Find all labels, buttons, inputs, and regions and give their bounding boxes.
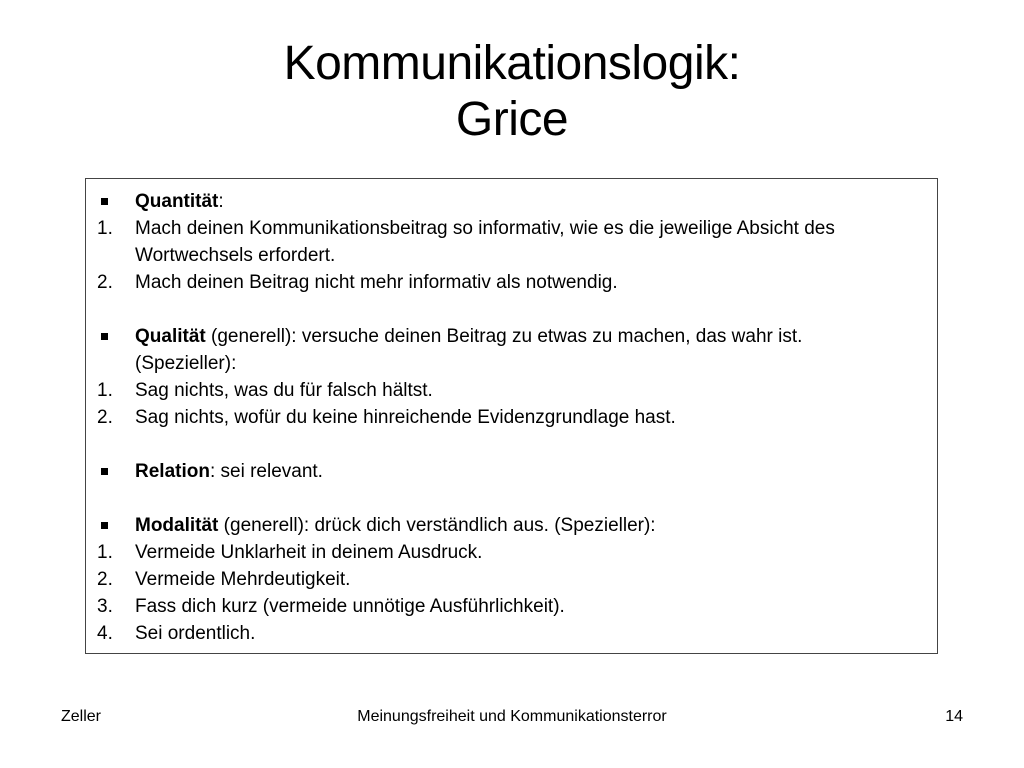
square-bullet-icon	[86, 458, 135, 485]
item-number: 2.	[97, 407, 113, 428]
section-modalitaet	[86, 512, 937, 539]
square-bullet-icon	[86, 188, 135, 215]
footer-course-title: Meinungsfreiheit und Kommunikationsterror	[357, 708, 667, 725]
item-number: 1.	[97, 218, 113, 239]
item-text: Sei ordentlich.	[135, 623, 256, 644]
list-item	[86, 620, 937, 647]
list-item	[86, 377, 937, 404]
slide-title	[0, 36, 1024, 148]
item-number: 4.	[97, 623, 113, 644]
item-text: Mach deinen Beitrag nicht mehr informativ als notwendig.	[135, 272, 618, 293]
list-item	[86, 404, 937, 431]
item-number: 2.	[97, 272, 113, 293]
list-item	[86, 215, 937, 269]
section-text: : sei relevant.	[209, 461, 323, 482]
slide-title-line-1: Kommunikationslogik:	[283, 37, 741, 90]
item-text: Mach deinen Kommunikationsbeitrag so informativ, wie es die jeweilige Absicht des Wortwechsels erfordert.	[135, 218, 835, 266]
list-item	[86, 269, 937, 296]
item-number: 3.	[97, 596, 113, 617]
section-text: (generell): versuche deinen Beitrag zu etwas zu machen, das wahr ist. (Spezieller):	[135, 326, 803, 374]
list-item	[86, 593, 937, 620]
section-text: (generell): drück dich verständlich aus. (Spezieller):	[218, 515, 656, 536]
item-text: Vermeide Mehrdeutigkeit.	[135, 569, 351, 590]
section-heading: Modalität	[135, 515, 219, 536]
item-number: 2.	[97, 569, 113, 590]
section-qualitaet	[86, 323, 937, 377]
section-heading: Relation	[135, 461, 210, 482]
section-relation	[86, 458, 937, 485]
section-text: :	[218, 191, 224, 212]
section-heading: Quantität	[135, 191, 219, 212]
item-number: 1.	[97, 542, 113, 563]
section-quantitaet	[86, 188, 937, 215]
item-text: Sag nichts, was du für falsch hältst.	[135, 380, 433, 401]
maxims-box	[85, 178, 938, 654]
footer-page-number: 14	[945, 708, 963, 725]
list-item	[86, 539, 937, 566]
slide-title-line-2: Grice	[455, 93, 569, 146]
square-bullet-icon	[86, 512, 135, 539]
list-item	[86, 566, 937, 593]
footer-author: Zeller	[61, 708, 102, 725]
square-bullet-icon	[86, 323, 135, 377]
item-text: Fass dich kurz (vermeide unnötige Ausführlichkeit).	[135, 596, 565, 617]
item-text: Vermeide Unklarheit in deinem Ausdruck.	[135, 542, 483, 563]
item-text: Sag nichts, wofür du keine hinreichende Evidenzgrundlage hast.	[135, 407, 676, 428]
section-heading: Qualität	[135, 326, 206, 347]
item-number: 1.	[97, 380, 113, 401]
